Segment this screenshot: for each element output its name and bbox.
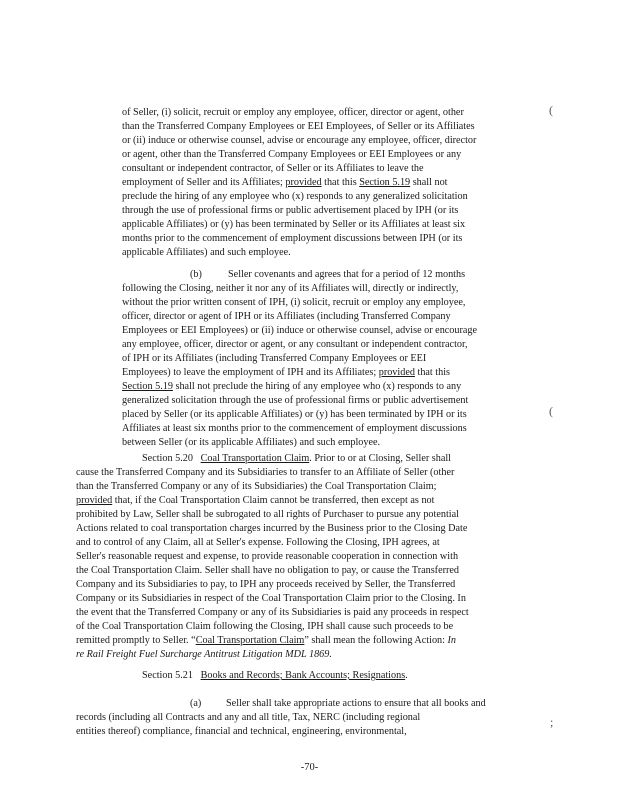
text-line: Affiliates at least six months prior to the commencement of employment discussions bbox=[122, 423, 467, 434]
text-line: Company or its Subsidiaries in respect of the Coal Transportation Claim prior to the Closing. In bbox=[76, 593, 466, 604]
text-line: applicable Affiliates) or (y) has been terminated by Seller or its Affiliates at least six bbox=[122, 219, 466, 230]
text-line: following the Closing, neither it nor any of its Affiliates will, directly or indirectly, bbox=[122, 283, 459, 294]
section-reference: Section 5.19 bbox=[359, 177, 411, 188]
text-line: generalized solicitation through the use of professional firms or public advertisement bbox=[122, 395, 469, 406]
section-title: Books and Records; Bank Accounts; Resignations bbox=[200, 670, 406, 681]
text-line: Employees) to leave the employment of IPH and its Affiliates; provided that this bbox=[122, 367, 451, 378]
section-number: Section 5.20 bbox=[142, 453, 193, 464]
text-line: remitted promptly to Seller. “Coal Transportation Claim” shall mean the following Action: In bbox=[76, 635, 457, 646]
section-number: Section 5.21 bbox=[142, 670, 193, 681]
text-line: officer, director or agent of IPH or its Affiliates (including Transferred Company bbox=[122, 311, 451, 322]
text-line: the event that the Transferred Company or any of its Subsidiaries is paid any proceeds in respect bbox=[76, 607, 469, 618]
text-line: applicable Affiliates) and such employee. bbox=[122, 247, 291, 258]
text-line: Seller's reasonable request and expense, to provide reasonable cooperation in connection with bbox=[76, 551, 459, 562]
text-line: Seller covenants and agrees that for a period of 12 months bbox=[228, 269, 466, 280]
text-line: months prior to the commencement of employment discussions between IPH (or its bbox=[122, 233, 463, 244]
paragraph-5-19-a-continued bbox=[122, 106, 526, 260]
text-line: of Seller, (i) solicit, recruit or employ any employee, officer, director or agent, other bbox=[122, 107, 464, 118]
text-line: Seller shall take appropriate actions to ensure that all books and bbox=[226, 698, 486, 709]
provided-term: provided bbox=[378, 367, 415, 378]
text-line: or (ii) induce or otherwise counsel, advise or encourage any employee, officer, director bbox=[122, 135, 477, 146]
text-line: through the use of professional firms or public advertisement placed by IPH (or its bbox=[122, 205, 459, 216]
text-line: Actions related to coal transportation charges incurred by the Business prior to the Closing Date bbox=[76, 523, 468, 534]
page-number: -70- bbox=[300, 762, 319, 773]
section-5-20 bbox=[76, 452, 526, 662]
margin-mark: ; bbox=[550, 715, 554, 729]
provided-term: provided bbox=[285, 177, 322, 188]
text-line: provided that, if the Coal Transportation Claim cannot be transferred, then except as not bbox=[76, 495, 435, 506]
provided-term: provided bbox=[76, 495, 113, 506]
text-line: of IPH or its Affiliates (including Transferred Company Employees or EEI bbox=[122, 353, 427, 364]
subsection-label: (a) bbox=[190, 698, 202, 709]
text-line: records (including all Contracts and any and all title, Tax, NERC (including regional bbox=[76, 712, 421, 723]
text-line: prohibited by Law, Seller shall be subrogated to all rights of Purchaser to pursue any potential bbox=[76, 509, 459, 520]
text-line: placed by Seller (or its applicable Affiliates) or (y) has been terminated by IPH or its bbox=[122, 409, 467, 420]
text-line: or agent, other than the Transferred Company Employees or EEI Employees or any bbox=[122, 149, 462, 160]
text-line: any employee, officer, director or agent, or any consultant or independent contractor, bbox=[122, 339, 468, 350]
paragraph-5-19-b bbox=[122, 268, 526, 450]
text-line: without the prior written consent of IPH, (i) solicit, recruit or employ any employee, bbox=[122, 297, 466, 308]
margin-mark: ( bbox=[549, 103, 553, 117]
text-line: consultant or independent contractor, of Seller or its Affiliates to leave the bbox=[122, 163, 424, 174]
text-line: than the Transferred Company or any of its Subsidiaries) the Coal Transportation Claim; bbox=[76, 481, 437, 492]
defined-term: Coal Transportation Claim bbox=[195, 635, 305, 646]
text-line: Employees or EEI Employees) or (ii) induce or otherwise counsel, advise or encourage bbox=[122, 325, 478, 336]
text-line: and to control of any Claim, all at Seller's expense. Following the Closing, IPH agrees, at bbox=[76, 537, 440, 548]
section-title: Coal Transportation Claim bbox=[200, 453, 310, 464]
section-heading: Section 5.20 Coal Transportation Claim. Prior to or at Closing, Seller shall bbox=[142, 453, 452, 464]
text-line: re Rail Freight Fuel Surcharge Antitrust Litigation MDL 1869. bbox=[76, 649, 332, 660]
text-line: than the Transferred Company Employees or EEI Employees, of Seller or its Affiliates bbox=[122, 121, 475, 132]
text-line: entities thereof) compliance, financial and technical, engineering, environmental, bbox=[76, 726, 407, 737]
text-line: preclude the hiring of any employee who (x) responds to any generalized solicitation bbox=[122, 191, 468, 202]
text-line: between Seller (or its applicable Affiliates) and such employee. bbox=[122, 437, 381, 448]
text-line: of the Coal Transportation Claim following the Closing, IPH shall cause such proceeds to be bbox=[76, 621, 454, 632]
text-line: cause the Transferred Company and its Subsidiaries to transfer to an Affiliate of Seller (other bbox=[76, 467, 455, 478]
text-line: Section 5.19 shall not preclude the hiring of any employee who (x) responds to any bbox=[122, 381, 462, 392]
margin-mark: ( bbox=[549, 404, 553, 418]
paragraph-5-21-a bbox=[76, 697, 526, 739]
section-reference: Section 5.19 bbox=[122, 381, 173, 392]
text-line: Company and its Subsidiaries to pay, to IPH any proceeds received by Seller, the Transferred bbox=[76, 579, 456, 590]
text-line: employment of Seller and its Affiliates; provided that this Section 5.19 shall not bbox=[122, 177, 448, 188]
section-5-21-heading: Section 5.21 Books and Records; Bank Accounts; Resignations. bbox=[142, 670, 408, 681]
subsection-label: (b) bbox=[190, 269, 202, 280]
text-line: the Coal Transportation Claim. Seller shall have no obligation to pay, or cause the Transferred bbox=[76, 565, 459, 576]
